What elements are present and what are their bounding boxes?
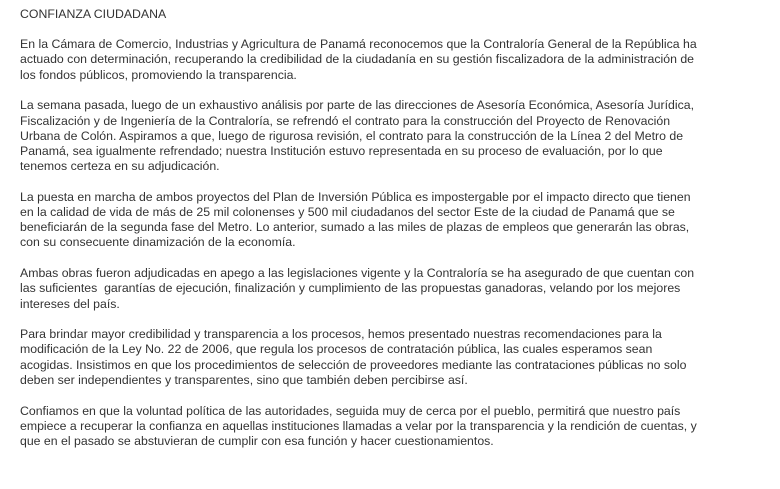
text-line: La puesta en marcha de ambos proyectos del Plan de Inversión Pública es impostergable por el impacto directo que tienen <box>20 189 691 204</box>
text-line: empiece a recuperar la confianza en aquellas instituciones llamadas a velar por la transparencia y la rendición de cuentas, y <box>20 418 697 433</box>
paragraph-5 <box>20 327 780 388</box>
paragraph-2 <box>20 98 780 174</box>
paragraph-1 <box>20 37 780 83</box>
paragraph-4 <box>20 266 780 312</box>
text-line: intereses del país. <box>20 296 120 311</box>
text-line: Ambas obras fueron adjudicadas en apego a las legislaciones vigente y la Contraloría se ha asegurado de que cuentan con <box>20 266 695 281</box>
paragraph-3 <box>20 190 780 251</box>
article-title: CONFIANZA CIUDADANA <box>20 7 167 21</box>
text-line: Para brindar mayor credibilidad y transparencia a los procesos, hemos presentado nuestras recomendaciones para la <box>20 327 662 342</box>
text-line: con su consecuente dinamización de la economía. <box>20 235 296 250</box>
text-line: Fiscalización y de Ingeniería de la Contraloría, se refrendó el contrato para la construcción del Proyecto de Renovación <box>20 113 671 128</box>
paragraph-6 <box>20 404 780 450</box>
text-line: las suficientes garantías de ejecución, finalización y cumplimiento de las propuestas ganadoras, velando por los mejores <box>20 281 681 296</box>
text-line: en la calidad de vida de más de 25 mil colonenses y 500 mil ciudadanos del sector Este de la ciudad de Panamá que se <box>20 205 675 220</box>
article <box>20 7 780 465</box>
text-line: tenemos certeza en su adjudicación. <box>20 159 220 174</box>
text-line: acogidas. Insistimos en que los procedimientos de selección de proveedores mediante las contrataciones públicas no solo <box>20 357 687 372</box>
text-line: actuado con determinación, recuperando la credibilidad de la ciudadanía en su gestión fiscalizadora de la administración de <box>20 52 695 67</box>
text-line: beneficiarán de la segunda fase del Metro. Lo anterior, sumado a las miles de plazas de empleos que generarán las obras, <box>20 220 690 235</box>
text-line: deben ser independientes y transparentes, sino que también deben percibirse así. <box>20 372 468 387</box>
text-line: que en el pasado se abstuvieran de cumplir con esa función y hacer cuestionamientos. <box>20 433 494 448</box>
text-line: Confiamos en que la voluntad política de las autoridades, seguida muy de cerca por el pueblo, permitirá que nuestro país <box>20 403 681 418</box>
text-line: La semana pasada, luego de un exhaustivo análisis por parte de las direcciones de Asesoría Económica, Asesoría Jurídica, <box>20 98 694 113</box>
text-line: modificación de la Ley No. 22 de 2006, que regula los procesos de contratación pública, las cuales esperamos sean <box>20 342 653 357</box>
text-line: En la Cámara de Comercio, Industrias y Agricultura de Panamá reconocemos que la Contraloría General de la República ha <box>20 37 697 52</box>
text-line: Urbana de Colón. Aspiramos a que, luego de rigurosa revisión, el contrato para la construcción de la Línea 2 del Metro de <box>20 128 684 143</box>
text-line: los fondos públicos, promoviendo la transparencia. <box>20 67 297 82</box>
text-line: Panamá, sea igualmente refrendado; nuestra Institución estuvo representada en su proceso de evaluación, por lo que <box>20 143 663 158</box>
